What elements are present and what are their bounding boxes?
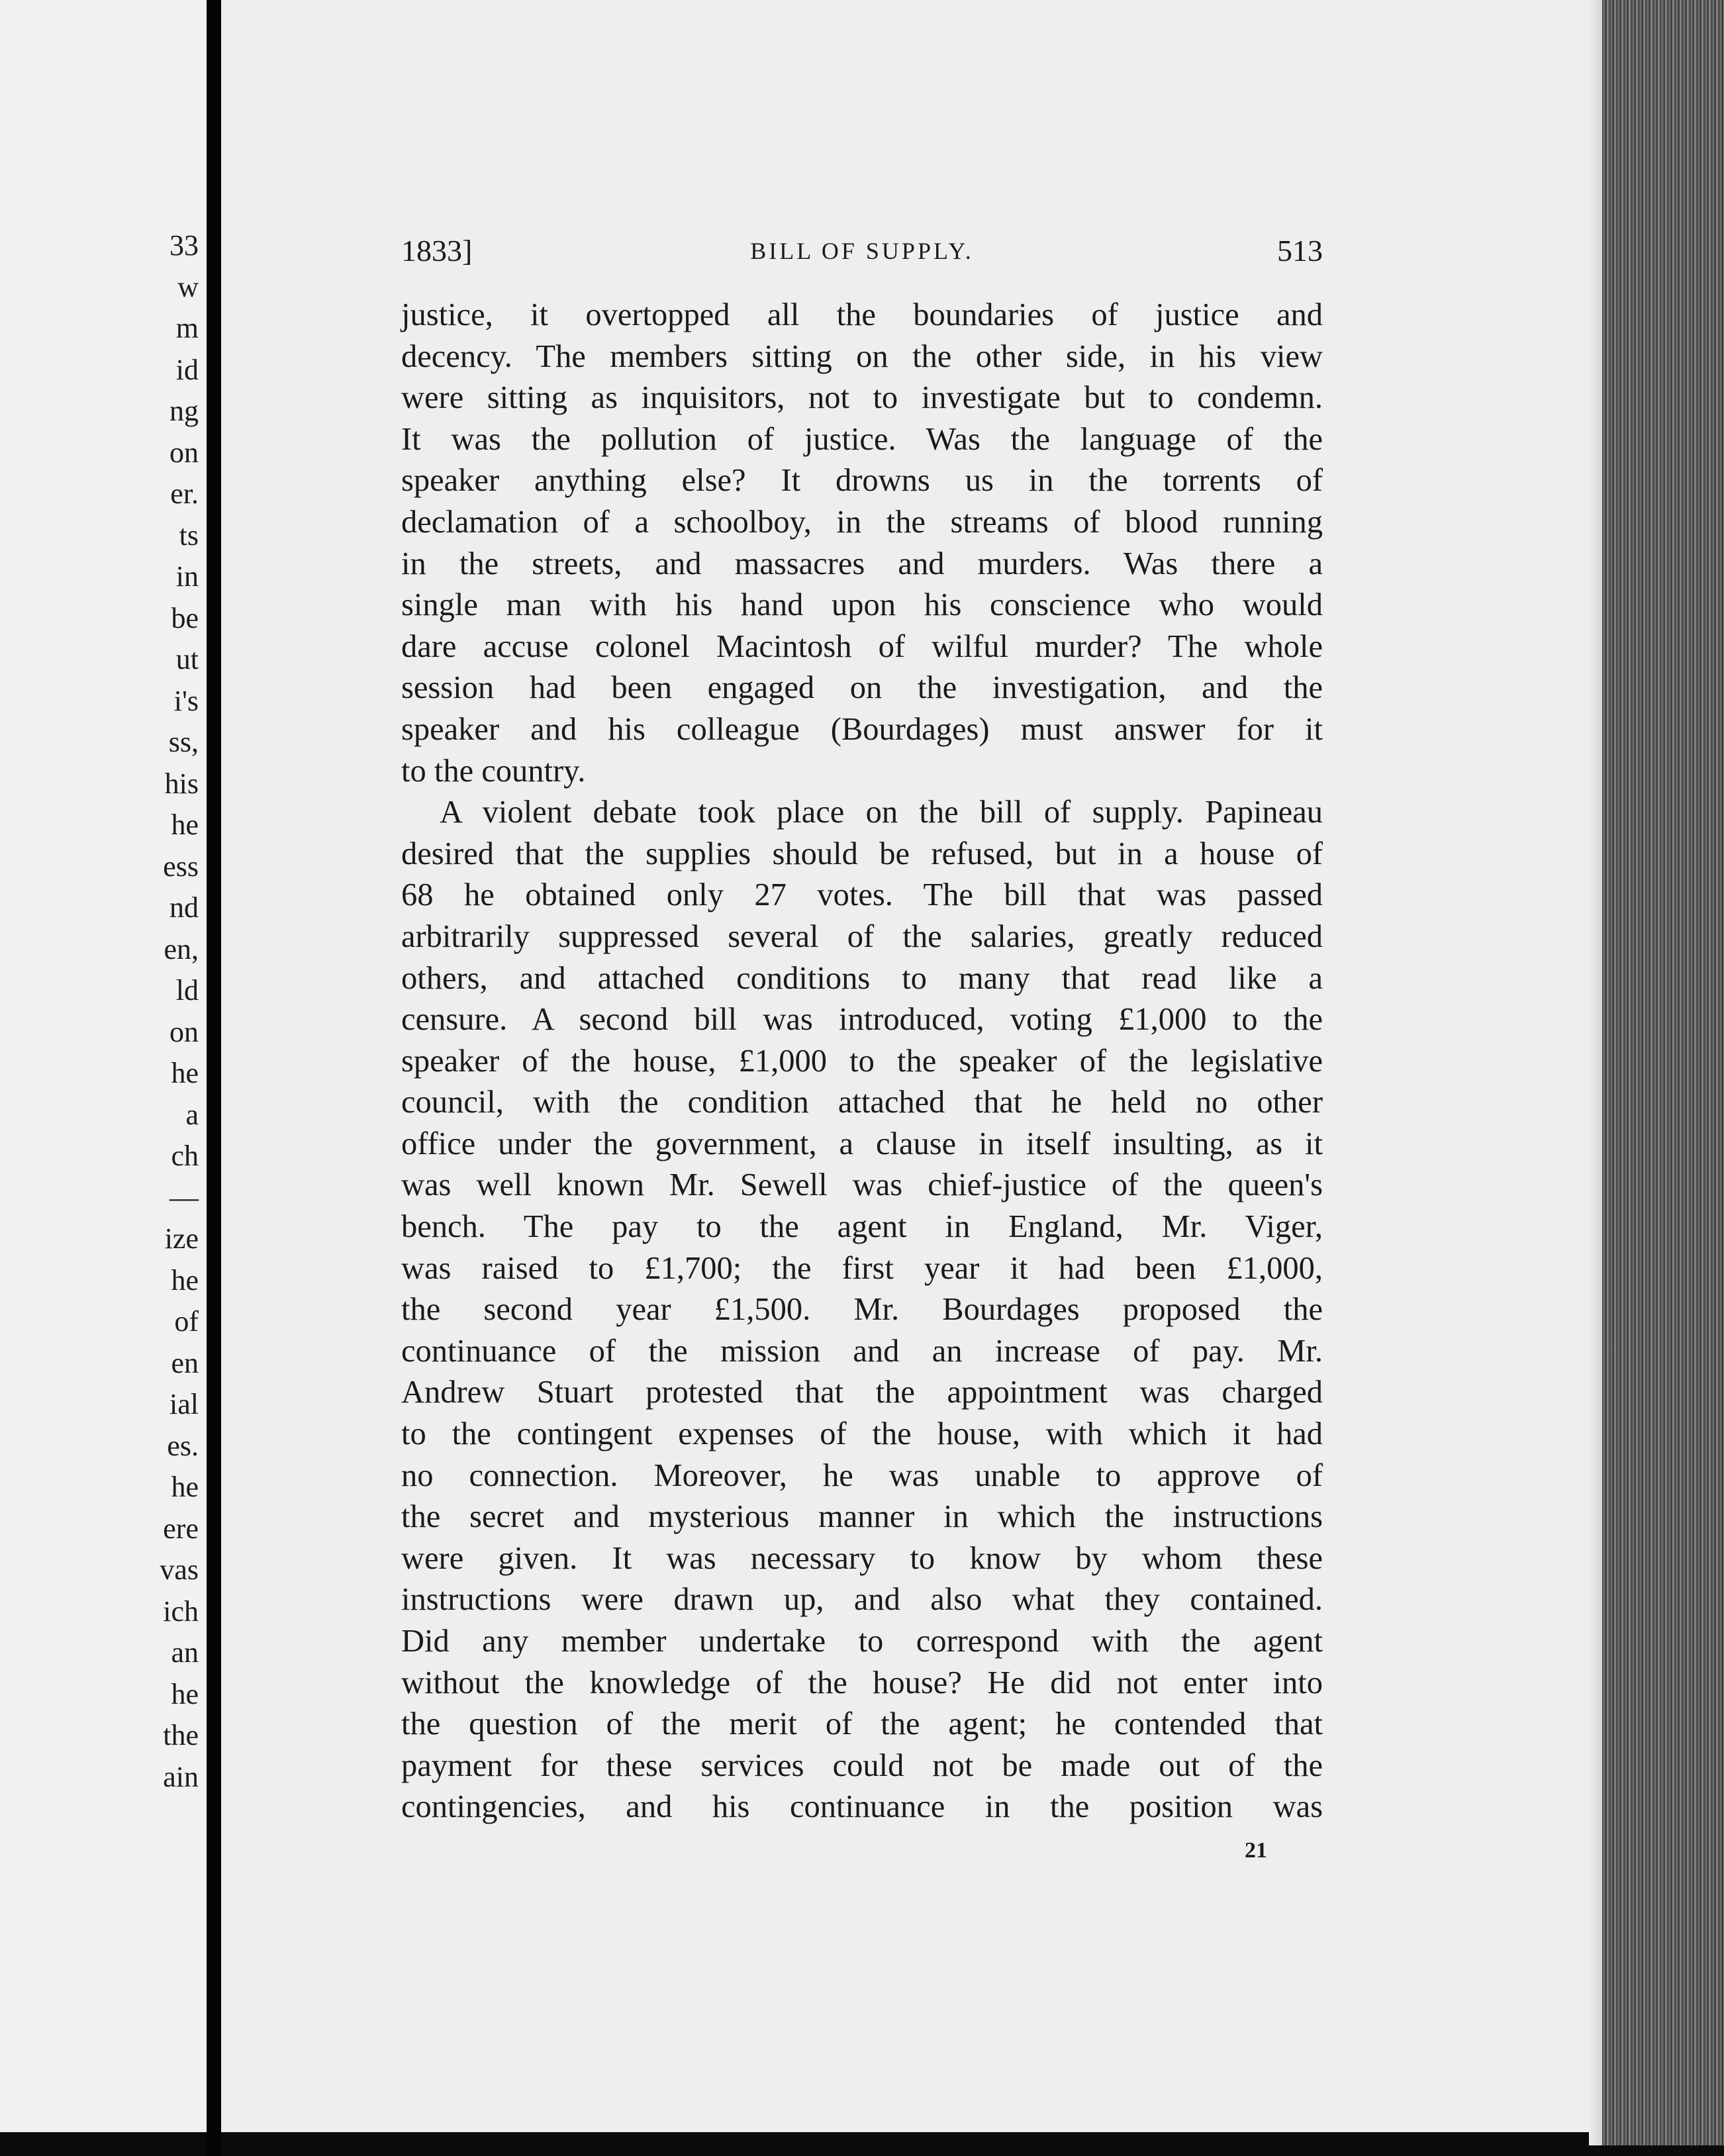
text-line: declamation of a schoolboy, in the streams of blood running <box>401 504 1323 540</box>
left-page-fragment: 33 <box>169 229 199 262</box>
body-text <box>401 295 1323 1828</box>
left-page-fragment: he <box>171 1263 199 1297</box>
text-line: was raised to £1,700; the first year it had been £1,000, <box>401 1250 1323 1286</box>
text-line: dare accuse colonel Macintosh of wilful murder? The whole <box>401 628 1323 664</box>
left-page-fragment: ut <box>175 643 199 675</box>
left-page-fragment: en <box>171 1346 199 1379</box>
left-page-fragment: w <box>177 270 199 303</box>
left-page-fragment: his <box>164 767 199 800</box>
text-line: speaker of the house, £1,000 to the speaker of the legislative <box>401 1043 1323 1079</box>
text-line: contingencies, and his continuance in the position was <box>401 1789 1323 1825</box>
left-page-fragment: on <box>169 1015 199 1048</box>
text-line: to the country. <box>401 753 586 789</box>
left-page-fragment: in <box>175 560 199 593</box>
text-line: the secret and mysterious manner in which the instructions <box>401 1499 1323 1535</box>
text-line: It was the pollution of justice. Was the language of the <box>401 421 1323 457</box>
page-number: 513 <box>1277 234 1323 268</box>
left-page-fragment: he <box>171 1057 199 1089</box>
text-line: the second year £1,500. Mr. Bourdages proposed the <box>401 1292 1323 1328</box>
text-line: single man with his hand upon his conscience who would <box>401 587 1323 623</box>
left-page-fragment: ize <box>164 1222 199 1255</box>
text-line: justice, it overtopped all the boundaries of justice and <box>401 297 1323 332</box>
text-line: the question of the merit of the agent; he contended that <box>401 1706 1323 1742</box>
text-line: speaker and his colleague (Bourdages) must answer for it <box>401 711 1323 747</box>
text-line: to the contingent expenses of the house, with which it had <box>401 1416 1323 1452</box>
left-page-text-fragments <box>0 225 199 1798</box>
left-page-fragment: ts <box>179 518 199 552</box>
left-page-fragment: an <box>171 1636 199 1669</box>
left-page-fragment: he <box>171 1677 199 1710</box>
left-page-fragment: ch <box>171 1140 199 1172</box>
signature-mark: 21 <box>1245 1838 1267 1863</box>
running-header <box>401 233 1323 273</box>
left-page-fragment: ess <box>163 850 199 883</box>
text-line: decency. The members sitting on the other side, in his view <box>401 338 1323 374</box>
text-line: were sitting as inquisitors, not to investigate but to condemn. <box>401 380 1323 416</box>
text-line: council, with the condition attached that he held no other <box>401 1085 1323 1120</box>
text-line: payment for these services could not be made out of the <box>401 1747 1323 1783</box>
text-line: censure. A second bill was introduced, voting £1,000 to the <box>401 1002 1323 1038</box>
left-page-fragment: ial <box>169 1388 199 1420</box>
text-line: bench. The pay to the agent in England, Mr. Viger, <box>401 1209 1323 1245</box>
text-line: speaker anything else? It drowns us in the torrents of <box>401 463 1323 499</box>
left-page-fragment: a <box>185 1098 199 1131</box>
left-facing-page <box>0 0 207 2132</box>
text-line: A violent debate took place on the bill of supply. Papineau <box>440 795 1323 830</box>
left-page-fragment: er. <box>170 477 199 510</box>
left-page-fragment: — <box>169 1181 199 1214</box>
left-page-fragment: ld <box>175 974 199 1006</box>
left-page-fragment: nd <box>169 891 199 924</box>
text-line: others, and attached conditions to many that read like a <box>401 960 1323 996</box>
left-page-fragment: ss, <box>168 726 199 758</box>
book-page-edges <box>1602 0 1724 2145</box>
left-page-fragment: es. <box>167 1429 199 1462</box>
left-page-fragment: ain <box>163 1760 199 1793</box>
text-line: in the streets, and massacres and murders. Was there a <box>401 546 1323 581</box>
text-line: Did any member undertake to correspond with the agent <box>401 1624 1323 1659</box>
left-page-fragment: the <box>163 1719 199 1751</box>
left-page-fragment: he <box>171 808 199 841</box>
running-title: BILL OF SUPPLY. <box>750 238 974 264</box>
left-page-fragment: ich <box>163 1594 199 1628</box>
left-page-fragment: m <box>175 312 199 344</box>
text-line: without the knowledge of the house? He did not enter into <box>401 1665 1323 1700</box>
paragraph <box>401 792 1323 1828</box>
left-page-fragment: he <box>171 1471 199 1503</box>
left-page-fragment: ng <box>169 395 199 427</box>
text-line: desired that the supplies should be refused, but in a house of <box>401 836 1323 871</box>
text-line: instructions were drawn up, and also what they contained. <box>401 1582 1323 1618</box>
text-line: office under the government, a clause in itself insulting, as it <box>401 1126 1323 1161</box>
left-page-fragment: ere <box>163 1512 199 1545</box>
text-line: were given. It was necessary to know by whom these <box>401 1540 1323 1576</box>
left-page-fragment: be <box>171 601 199 634</box>
text-line: Andrew Stuart protested that the appointment was charged <box>401 1375 1323 1410</box>
book-gutter <box>207 0 221 2156</box>
text-line: continuance of the mission and an increase of pay. Mr. <box>401 1333 1323 1369</box>
left-page-fragment: id <box>175 353 199 386</box>
left-page-fragment: of <box>174 1305 199 1338</box>
left-page-fragment: vas <box>160 1553 199 1586</box>
paragraph <box>401 295 1323 792</box>
text-line: session had been engaged on the investigation, and the <box>401 670 1323 706</box>
left-page-fragment: on <box>169 436 199 469</box>
text-line: was well known Mr. Sewell was chief-justice of the queen's <box>401 1167 1323 1203</box>
text-line: 68 he obtained only 27 votes. The bill that was passed <box>401 877 1323 913</box>
left-page-fragment: i's <box>173 684 199 717</box>
text-line: no connection. Moreover, he was unable to approve of <box>401 1457 1323 1493</box>
text-line: arbitrarily suppressed several of the salaries, greatly reduced <box>401 918 1323 954</box>
left-page-fragment: en, <box>164 932 199 965</box>
header-year: 1833] <box>401 234 473 268</box>
